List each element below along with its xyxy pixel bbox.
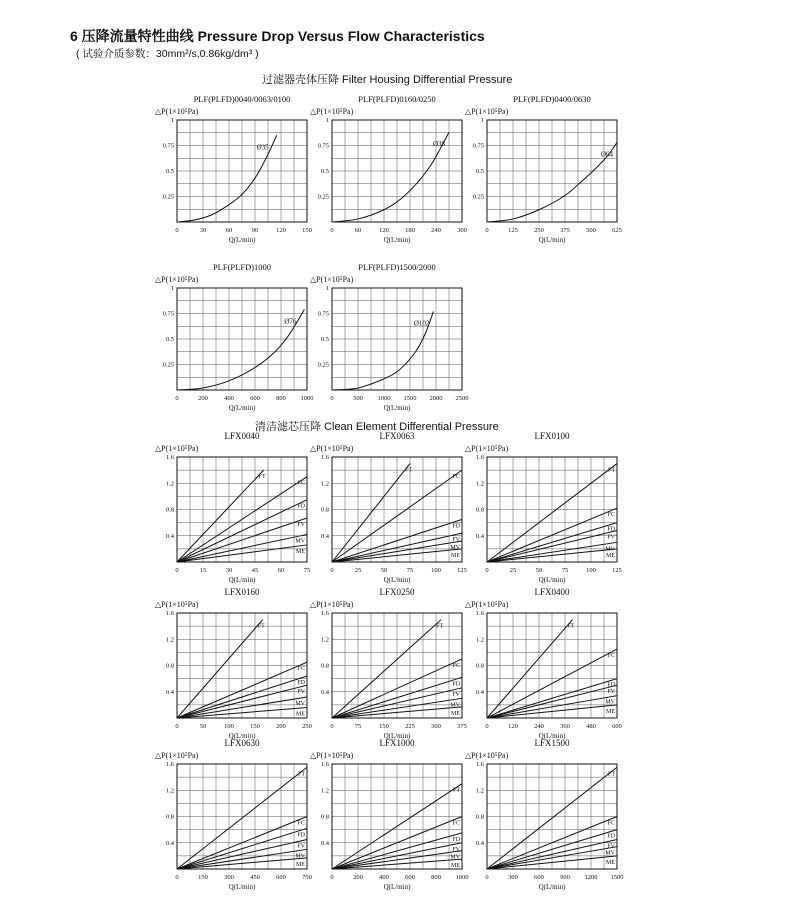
x-tick-label: 0 (330, 567, 334, 574)
y-axis-label: △P(1×10⁵Pa) (155, 444, 199, 453)
series-label-fd: FD (452, 836, 460, 843)
chart-title: LFX0160 (224, 587, 260, 597)
chart-title: LFX0400 (534, 587, 570, 597)
series-label-ø35: Ø35 (256, 143, 269, 152)
x-axis-label: Q(L/min) (228, 883, 256, 891)
x-tick-label: 480 (586, 723, 596, 730)
chart-lfx0063 (310, 431, 467, 584)
series-label-fc: FC (452, 820, 460, 827)
y-tick-label: 0.25 (317, 361, 329, 369)
y-tick-label: 0.8 (165, 813, 174, 821)
x-tick-label: 30 (225, 567, 233, 574)
y-tick-label: 1.6 (165, 454, 174, 461)
chart-title: PLF(PLFD)0160/0250 (358, 94, 436, 104)
x-tick-label: 375 (457, 723, 467, 730)
chart-title: PLF(PLFD)0040/0063/0100 (193, 94, 291, 104)
series-label-fc: FC (297, 820, 305, 827)
x-tick-label: 300 (457, 227, 467, 234)
y-tick-label: 0.5 (165, 168, 174, 175)
y-tick-label: 1 (480, 117, 484, 124)
x-tick-label: 2500 (455, 395, 469, 402)
x-tick-label: 0 (175, 567, 179, 574)
series-label-fd: FD (452, 523, 460, 530)
x-tick-label: 600 (276, 874, 286, 881)
chart-lfx0160 (155, 587, 312, 740)
x-tick-label: 60 (225, 227, 233, 234)
y-tick-label: 0.25 (472, 193, 484, 201)
x-tick-label: 0 (175, 227, 179, 234)
series-label-fc: FC (607, 512, 615, 519)
y-tick-label: 1 (325, 285, 329, 292)
x-tick-label: 25 (509, 567, 517, 574)
y-tick-label: 1.2 (475, 787, 484, 795)
x-tick-label: 300 (431, 723, 441, 730)
chart-lfx0100 (465, 431, 622, 584)
y-tick-label: 0.25 (317, 193, 329, 201)
y-tick-label: 1.2 (165, 480, 174, 488)
y-tick-label: 0.75 (162, 310, 174, 318)
y-tick-label: 1.6 (320, 454, 329, 461)
series-label-fd: FD (607, 682, 615, 689)
x-tick-label: 1000 (455, 874, 469, 881)
x-tick-label: 400 (224, 395, 234, 402)
y-tick-label: 1 (170, 117, 174, 124)
chart-title: LFX1000 (379, 738, 415, 748)
x-tick-label: 800 (276, 395, 286, 402)
x-tick-label: 600 (612, 723, 622, 730)
x-tick-label: 0 (485, 227, 489, 234)
x-tick-label: 180 (405, 227, 415, 234)
x-tick-label: 250 (534, 227, 544, 234)
y-axis-label: △P(1×10⁵Pa) (155, 275, 199, 284)
series-label-me: ME (451, 710, 460, 717)
x-tick-label: 150 (379, 723, 389, 730)
x-axis-label: Q(L/min) (538, 236, 566, 244)
x-tick-label: 150 (250, 723, 260, 730)
x-axis-label: Q(L/min) (383, 404, 411, 412)
y-axis-label: △P(1×10⁵Pa) (310, 751, 354, 760)
x-tick-label: 125 (508, 227, 518, 234)
x-tick-label: 45 (251, 567, 259, 574)
x-tick-label: 75 (303, 567, 311, 574)
chart-title: LFX0250 (379, 587, 415, 597)
y-tick-label: 0.8 (475, 506, 484, 514)
y-tick-label: 1.6 (475, 761, 484, 768)
y-tick-label: 0.8 (320, 506, 329, 514)
series-label-ft: FT (258, 474, 266, 481)
series-label-fd: FD (607, 833, 615, 840)
x-tick-label: 1500 (610, 874, 624, 881)
y-tick-label: 0.8 (165, 662, 174, 670)
series-label-ft: FT (567, 623, 575, 630)
x-tick-label: 100 (431, 567, 441, 574)
y-tick-label: 0.8 (165, 506, 174, 514)
series-label-mv: MV (295, 538, 305, 545)
series-label-me: ME (606, 859, 615, 866)
y-tick-label: 1.6 (320, 610, 329, 617)
y-tick-label: 0.8 (475, 813, 484, 821)
series-label-mv: MV (605, 699, 615, 706)
chart-lfx0040 (155, 431, 310, 584)
x-tick-label: 450 (250, 874, 260, 881)
y-axis-label: △P(1×10⁵Pa) (465, 444, 509, 453)
chart-lfx1000 (310, 738, 469, 891)
y-tick-label: 0.5 (320, 336, 329, 343)
chart-title: LFX0063 (379, 431, 415, 441)
series-label-ø76: Ø76 (284, 317, 297, 326)
x-tick-label: 200 (198, 395, 208, 402)
x-tick-label: 75 (561, 567, 569, 574)
series-label-me: ME (296, 548, 305, 555)
series-label-fc: FC (297, 480, 305, 487)
series-line-ft (332, 620, 444, 718)
series-label-fv: FV (452, 846, 460, 853)
x-tick-label: 250 (302, 723, 312, 730)
x-tick-label: 2000 (429, 395, 443, 402)
x-tick-label: 900 (560, 874, 570, 881)
chart-lfx0630 (155, 738, 312, 891)
series-label-fd: FD (297, 680, 305, 686)
y-tick-label: 1.6 (475, 454, 484, 461)
x-tick-label: 60 (354, 227, 362, 234)
y-tick-label: 1.6 (165, 610, 174, 617)
x-tick-label: 120 (508, 723, 518, 730)
x-axis-label: Q(L/min) (538, 576, 566, 584)
series-label-ft: FT (436, 623, 444, 630)
series-label-fd: FD (607, 526, 615, 533)
y-tick-label: 1.6 (475, 610, 484, 617)
series-label-fv: FV (452, 537, 460, 544)
y-tick-label: 0.25 (162, 193, 174, 201)
x-tick-label: 75 (406, 567, 414, 574)
x-tick-label: 50 (535, 567, 543, 574)
x-tick-label: 150 (302, 227, 312, 234)
y-tick-label: 0.5 (475, 168, 484, 175)
series-label-mv: MV (450, 854, 460, 861)
y-tick-label: 0.4 (320, 532, 329, 540)
y-tick-label: 0.4 (475, 688, 484, 696)
x-tick-label: 750 (302, 874, 312, 881)
y-tick-label: 0.4 (320, 688, 329, 696)
y-axis-label: △P(1×10⁵Pa) (465, 600, 509, 609)
x-tick-label: 120 (379, 227, 389, 234)
series-label-fv: FV (297, 522, 305, 529)
chart-plf-plfd-0040-0063-0100 (155, 94, 312, 244)
x-tick-label: 30 (199, 227, 207, 234)
y-tick-label: 1.2 (475, 480, 484, 488)
series-label-fc: FC (452, 474, 460, 481)
series-label-me: ME (296, 861, 305, 868)
x-tick-label: 60 (277, 567, 285, 574)
y-axis-label: △P(1×10⁵Pa) (155, 600, 199, 609)
y-tick-label: 0.8 (320, 813, 329, 821)
series-label-fd: FD (297, 503, 305, 510)
x-tick-label: 120 (276, 227, 286, 234)
series-label-ø38: Ø38 (432, 140, 445, 149)
x-tick-label: 360 (560, 723, 570, 730)
x-tick-label: 600 (250, 395, 260, 402)
x-tick-label: 300 (224, 874, 234, 881)
x-tick-label: 300 (508, 874, 518, 881)
series-label-fd: FD (297, 832, 305, 839)
x-tick-label: 125 (612, 567, 622, 574)
y-axis-label: △P(1×10⁵Pa) (155, 751, 199, 760)
chart-plf-plfd-0400-0630 (465, 94, 622, 244)
chart-title: PLF(PLFD)1500/2000 (358, 262, 436, 272)
chart-lfx1500 (465, 738, 624, 891)
y-tick-label: 1 (170, 285, 174, 292)
x-tick-label: 50 (380, 567, 388, 574)
x-tick-label: 25 (354, 567, 362, 574)
x-tick-label: 100 (224, 723, 234, 730)
x-tick-label: 500 (586, 227, 596, 234)
x-tick-label: 0 (330, 723, 334, 730)
y-tick-label: 1.6 (165, 761, 174, 768)
y-tick-label: 1.2 (165, 636, 174, 644)
y-tick-label: 0.4 (165, 839, 174, 847)
x-tick-label: 125 (457, 567, 467, 574)
x-axis-label: Q(L/min) (228, 732, 256, 740)
series-label-fv: FV (452, 691, 460, 698)
y-tick-label: 0.4 (320, 839, 329, 847)
series-label-fv: FV (607, 534, 615, 541)
series-label-fc: FC (452, 662, 460, 669)
chart-plf-plfd-0160-0250 (310, 94, 467, 244)
x-tick-label: 500 (353, 395, 363, 402)
x-tick-label: 225 (405, 723, 415, 730)
series-label-ø64: Ø64 (600, 150, 613, 159)
x-tick-label: 0 (485, 874, 489, 881)
series-label-mv: MV (605, 850, 615, 857)
x-tick-label: 0 (175, 723, 179, 730)
x-axis-label: Q(L/min) (538, 732, 566, 740)
series-label-ft: FT (607, 771, 615, 778)
y-axis-label: △P(1×10⁵Pa) (465, 751, 509, 760)
y-tick-label: 0.4 (475, 839, 484, 847)
x-tick-label: 800 (431, 874, 441, 881)
y-tick-label: 1.6 (320, 761, 329, 768)
x-tick-label: 0 (485, 567, 489, 574)
y-tick-label: 0.5 (320, 168, 329, 175)
series-label-mv: MV (295, 701, 305, 707)
series-label-fd: FD (452, 681, 460, 688)
page-title: 6 压降流量特性曲线 Pressure Drop Versus Flow Characteristics (70, 28, 485, 44)
x-tick-label: 0 (330, 395, 334, 402)
x-tick-label: 0 (330, 874, 334, 881)
y-tick-label: 1.2 (320, 787, 329, 795)
y-tick-label: 0.4 (165, 688, 174, 696)
y-tick-label: 0.5 (165, 336, 174, 343)
x-tick-label: 100 (586, 567, 596, 574)
chart-title: PLF(PLFD)1000 (212, 262, 272, 272)
series-label-mv: MV (605, 546, 615, 553)
x-tick-label: 1200 (584, 874, 598, 881)
y-tick-label: 1 (325, 117, 329, 124)
x-axis-label: Q(L/min) (228, 236, 256, 244)
y-tick-label: 0.25 (162, 361, 174, 369)
chart-plf-plfd-1500-2000 (310, 262, 469, 412)
x-tick-label: 600 (405, 874, 415, 881)
series-label-fv: FV (607, 689, 615, 696)
series-label-me: ME (296, 711, 305, 718)
chart-lfx0400 (465, 587, 622, 740)
series-label-fc: FC (607, 820, 615, 827)
y-tick-label: 0.75 (317, 310, 329, 318)
x-tick-label: 0 (485, 723, 489, 730)
x-tick-label: 200 (353, 874, 363, 881)
chart-title: PLF(PLFD)0400/0630 (513, 94, 591, 104)
x-tick-label: 240 (534, 723, 544, 730)
x-tick-label: 75 (354, 723, 362, 730)
x-tick-label: 200 (276, 723, 286, 730)
chart-title: LFX1500 (534, 738, 570, 748)
series-label-ø102: Ø102 (413, 319, 430, 328)
series-label-fv: FV (297, 843, 305, 850)
y-tick-label: 1.2 (165, 787, 174, 795)
x-tick-label: 1000 (300, 395, 314, 402)
y-tick-label: 0.8 (475, 662, 484, 670)
y-tick-label: 1.2 (320, 480, 329, 488)
y-tick-label: 0.8 (320, 662, 329, 670)
series-label-ft: FT (297, 771, 305, 778)
x-tick-label: 0 (175, 395, 179, 402)
x-tick-label: 625 (612, 227, 622, 234)
series-label-mv: MV (295, 853, 305, 860)
chart-lfx0250 (310, 587, 467, 740)
series-label-fv: FV (297, 689, 305, 696)
series-label-ft: FT (404, 467, 412, 474)
y-axis-label: △P(1×10⁵Pa) (465, 107, 509, 116)
x-tick-label: 15 (199, 567, 207, 574)
series-label-fv: FV (607, 843, 615, 850)
y-tick-label: 0.75 (472, 142, 484, 150)
series-label-me: ME (451, 552, 460, 559)
x-axis-label: Q(L/min) (383, 732, 411, 740)
test-medium-note: ( 试验介质参数：30mm²/s,0.86kg/dm³ ) (76, 48, 259, 60)
series-label-me: ME (606, 552, 615, 559)
y-axis-label: △P(1×10⁵Pa) (310, 600, 354, 609)
x-tick-label: 375 (560, 227, 570, 234)
y-axis-label: △P(1×10⁵Pa) (310, 444, 354, 453)
chart-plf-plfd-1000 (155, 262, 314, 412)
y-tick-label: 0.75 (162, 142, 174, 150)
series-label-me: ME (451, 863, 460, 870)
chart-title: LFX0630 (224, 738, 260, 748)
housing-section-heading: 过滤器壳体压降 Filter Housing Differential Pressure (262, 74, 513, 86)
y-tick-label: 1.2 (475, 636, 484, 644)
y-tick-label: 0.4 (165, 532, 174, 540)
x-axis-label: Q(L/min) (228, 576, 256, 584)
series-label-fc: FC (297, 666, 305, 673)
x-tick-label: 0 (175, 874, 179, 881)
y-axis-label: △P(1×10⁵Pa) (310, 107, 354, 116)
series-label-me: ME (606, 708, 615, 715)
series-label-ft: FT (452, 787, 460, 794)
x-axis-label: Q(L/min) (383, 576, 411, 584)
x-tick-label: 0 (330, 227, 334, 234)
element-section-heading: 清洁滤芯压降 Clean Element Differential Pressure (255, 421, 499, 433)
x-tick-label: 1000 (377, 395, 391, 402)
chart-title: LFX0100 (534, 431, 570, 441)
series-label-ft: FT (607, 467, 615, 474)
x-tick-label: 50 (199, 723, 207, 730)
series-label-mv: MV (450, 702, 460, 709)
x-axis-label: Q(L/min) (383, 883, 411, 891)
y-tick-label: 0.75 (317, 142, 329, 150)
x-axis-label: Q(L/min) (538, 883, 566, 891)
x-tick-label: 90 (251, 227, 259, 234)
x-tick-label: 150 (198, 874, 208, 881)
chart-title: LFX0040 (224, 431, 260, 441)
y-tick-label: 0.4 (475, 532, 484, 540)
series-label-ft: FT (257, 623, 265, 630)
x-axis-label: Q(L/min) (228, 404, 256, 412)
series-label-fc: FC (607, 653, 615, 660)
x-axis-label: Q(L/min) (383, 236, 411, 244)
y-tick-label: 1.2 (320, 636, 329, 644)
series-label-mv: MV (450, 545, 460, 551)
y-axis-label: △P(1×10⁵Pa) (155, 107, 199, 116)
x-tick-label: 600 (534, 874, 544, 881)
x-tick-label: 240 (431, 227, 441, 234)
x-tick-label: 400 (379, 874, 389, 881)
x-tick-label: 1500 (403, 395, 417, 402)
y-axis-label: △P(1×10⁵Pa) (310, 275, 354, 284)
